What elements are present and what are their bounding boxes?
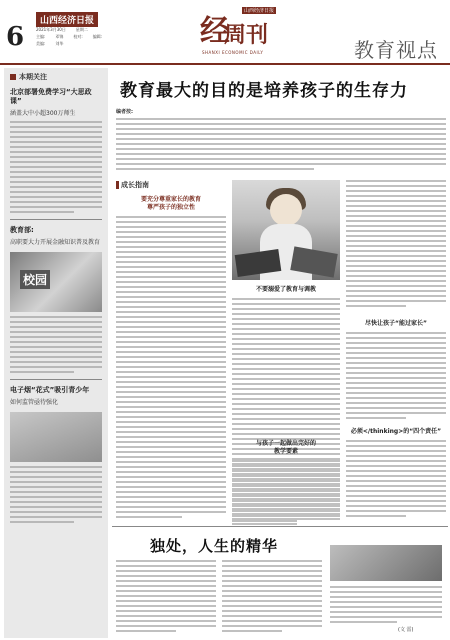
- growth-guide-tag: [116, 180, 149, 190]
- article-col-1: [116, 216, 226, 521]
- header-divider: [0, 63, 450, 65]
- sidebar-divider: [10, 379, 102, 380]
- sidebar-article2-title[interactable]: 教育部:: [10, 226, 34, 234]
- bottom-article-title: 独处，人生的精华: [150, 537, 279, 555]
- growth-guide-label: 成长指南: [121, 181, 149, 189]
- square-bullet-icon: [10, 74, 16, 80]
- sidebar-article2-body: [10, 316, 102, 373]
- subhead-right2: 必须</thinking>的“四个责任”: [350, 428, 442, 435]
- sidebar-article3-title[interactable]: 电子烟“花式”吸引青少年: [10, 386, 90, 394]
- issue-meta: [36, 26, 102, 47]
- subhead-right1: 尽快让孩子“能过家长”: [365, 320, 427, 327]
- sidebar-article3-body: [10, 466, 102, 523]
- campus-loan-photo: [10, 252, 102, 312]
- editor-lead: [116, 108, 446, 173]
- subhead-left-line1: 要充分尊重家长的教育: [140, 196, 201, 203]
- sidebar-heading: [10, 72, 108, 82]
- art-editor-label: 美编:: [36, 41, 46, 46]
- tag-bar-icon: [116, 181, 119, 189]
- lead-tag: 编者按:: [116, 109, 133, 115]
- subhead-bottom: [232, 440, 340, 456]
- subhead-mid: 不要溺爱了教育与调教: [255, 286, 316, 293]
- editor-label: 主编:: [36, 34, 46, 39]
- bottom-col-1: [116, 560, 216, 635]
- logo-brush-mark: 经: [200, 14, 230, 49]
- supplement-logo: [200, 4, 280, 60]
- author-credit: (文 雷): [398, 627, 414, 633]
- bottom-article-photo: [330, 545, 442, 581]
- sidebar-divider: [10, 219, 102, 220]
- photo-stamp-text: 校园: [20, 270, 50, 289]
- bottom-col-2: [222, 560, 322, 635]
- sidebar-article2-subtitle: 高职要大力开展金融知识普及教育: [10, 239, 101, 246]
- article-col-3b: [346, 332, 446, 422]
- page-number: 6: [6, 22, 25, 52]
- editor-name: 邓锦: [55, 34, 64, 39]
- subhead-bottom-line2: 教学要素: [273, 448, 298, 455]
- subhead-bottom-line1: 与孩子一起做出完好的: [255, 440, 316, 447]
- article-col-3: [346, 180, 446, 310]
- supplement-subtitle: SHANXI ECONOMIC DAILY: [202, 50, 264, 55]
- sidebar-article1-subtitle: 涵盖大中小超300万师生: [10, 110, 76, 117]
- sidebar-focus-column: [4, 68, 108, 638]
- headline: 教育最大的目的是培养孩子的生存力: [120, 81, 408, 101]
- proofreader-label: 校对:: [73, 34, 83, 39]
- sidebar-article3-subtitle: 如何监管亟待强化: [10, 399, 59, 406]
- masthead: [0, 0, 450, 72]
- art-editor-name: 刘华: [55, 41, 64, 46]
- sidebar-article1-title[interactable]: 北京部署免费学习“大思政课”: [10, 88, 92, 105]
- layout-editor-label: 编辑:: [92, 34, 103, 39]
- article-col-3c: [346, 440, 446, 520]
- newspaper-name: 山西经济日报: [36, 12, 98, 27]
- bottom-article-divider: [112, 526, 448, 527]
- e-cigarette-photo: [10, 412, 102, 462]
- section-name: 教育视点: [354, 38, 438, 62]
- subhead-left-line2: 尊严孩子的独立性: [146, 204, 195, 211]
- sidebar-heading-text: 本期关注: [19, 73, 47, 81]
- issue-weekday: 星期二: [75, 27, 88, 32]
- lead-body: [116, 118, 446, 170]
- subhead-left: [116, 196, 226, 212]
- supplement-title: 周刊: [224, 22, 269, 48]
- child-with-books-photo: [232, 180, 340, 280]
- sidebar-article1-body: [10, 121, 102, 213]
- bottom-col-3: [330, 586, 442, 626]
- supplement-badge: 山西经济日报: [244, 8, 275, 14]
- article-col-2b: [232, 460, 340, 525]
- issue-date: 2021年3月30日: [36, 27, 66, 32]
